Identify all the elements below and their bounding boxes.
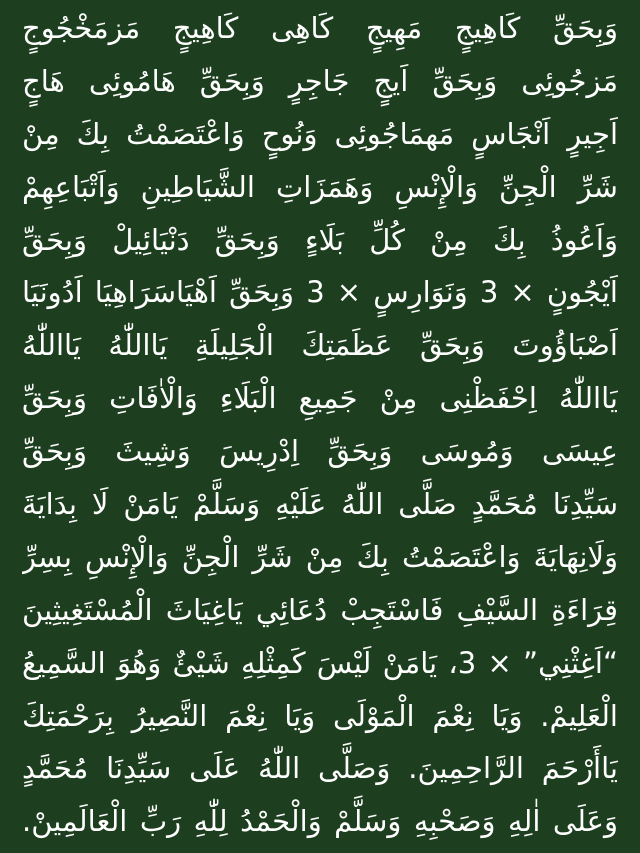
- text-line: قِرَاءَةِ السَّيْفِ فَاسْتَجِبْ دُعَائِي يَاغِيَاثَ الْمُسْتَغِيثِينَ: [22, 592, 618, 627]
- text-line: اَيْجُونٍ × 3 وَنَوَارِسٍ × 3 وَبِحَقِّ اَهْيَاسَرَاهِيَا اَدُونَيَا: [22, 275, 618, 310]
- text-line: يَااللّٰهُ اِحْفَظْنِى مِنْ جَمِيعِ الْبَلَاءِ وَالْاٰفَاتِ وَبِحَقِّ: [22, 381, 618, 416]
- text-line: اَجِيرٍ اَنْجَاسٍ مَهمَاجُوئِى وَنُوحٍ وَاعْتَصَمْتُ بِكَ مِنْ: [22, 116, 618, 151]
- text-line: وَعَلَى اٰلِهِ وَصَحْبِهِ وَسَلَّمْ وَالْحَمْدُ لِلّٰهِ رَبِّ الْعَالَمِينْ.: [22, 804, 618, 839]
- text-line: عِيسَى وَمُوسَى وَبِحَقِّ اِدْرِيسَ وَشِيثَ وَبِحَقِّ: [22, 434, 618, 469]
- text-line: وَلَانِهَايَةَ وَاعْتَصَمْتُ بِكَ مِنْ شَرِّ الْجِنِّ وَالْإِنْسِ بِسِرِّ: [22, 539, 618, 574]
- text-line: سَيِّدِنَا مُحَمَّدٍ صَلَّى اللّٰهُ عَلَيْهِ وَسَلَّمْ يَامَنْ لَا بِدَايَةَ: [22, 487, 618, 522]
- text-line: وَاَعُوذُ بِكَ مِنْ كُلِّ بَلَاءٍ وَبِحَقِّ دَنْيَائِيلْ وَبِحَقِّ: [22, 222, 618, 257]
- text-line: الْعَلِيمْ. وَيَا نِعْمَ الْمَوْلَى وَيَا نِعْمَ النَّصِيرُ بِرَحْمَتِكَ: [22, 698, 618, 733]
- text-line: مَزجُوئِى وَبِحَقِّ اَيجٍ جَاجِرٍ وَبِحَقِّ هَامُوئِى هَاجٍ: [22, 63, 618, 98]
- text-line: “اَغِثْنِي” × 3، يَامَنْ لَيْسَ كَمِثْلِهِ شَيْئٌ وَهُوَ السَّمِيعُ: [22, 645, 618, 680]
- text-line: اَصْبَاؤُوتَ وَبِحَقِّ عَظَمَتِكَ الْجَلِيلَةِ يَااللّٰهُ يَااللّٰهُ: [22, 328, 618, 363]
- arabic-prayer-text: [22, 2, 618, 848]
- text-line: شَرِّ الْجِنِّ وَالْإِنْسِ وَهَمَزَاتِ الشَّيَاطِينِ وَاَتْبَاعِهِمْ: [22, 169, 618, 204]
- text-line: وَبِحَقِّ كَاهِيجٍ مَهِيجٍ كَاهِى كَاهِيجٍ مَزمَخْجُوجٍ: [22, 11, 618, 45]
- text-line: يَاأَرْحَمَ الرَّاحِمِينَ. وَصَلَّى اللّٰهُ عَلَى سَيِّدِنَا مُحَمَّدٍ: [22, 751, 618, 786]
